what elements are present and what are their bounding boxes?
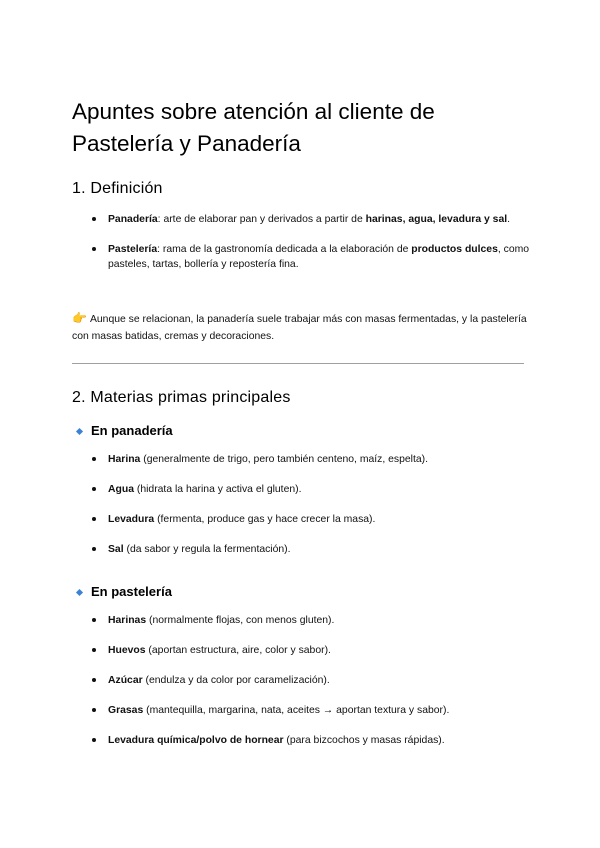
panaderia-list [90, 452, 530, 557]
list-item [90, 212, 530, 227]
term: Azúcar [108, 675, 143, 686]
subheading-panaderia [74, 422, 173, 440]
pasteleria-list [90, 613, 530, 748]
item-text: : arte de elaborar pan y derivados a partir de [157, 214, 366, 225]
term: Agua [108, 484, 134, 495]
term: Levadura química/polvo de hornear [108, 735, 284, 746]
list-item [90, 613, 530, 628]
item-text: (para bizcochos y masas rápidas). [283, 735, 445, 746]
list-item [90, 242, 530, 272]
item-text: (aportan estructura, aire, color y sabor). [145, 645, 331, 656]
item-text: (hidrata la harina y activa el gluten). [133, 484, 302, 495]
item-text: (normalmente flojas, con menos gluten). [146, 615, 335, 626]
item-text: (mantequilla, margarina, nata, aceites → aportan textura y sabor). [143, 705, 450, 716]
term-strong: productos dulces [411, 244, 498, 255]
item-text: (da sabor y regula la fermentación). [123, 544, 291, 555]
blue-diamond-icon [76, 427, 83, 434]
term-strong: harinas, agua, levadura y sal [365, 214, 508, 225]
item-text: (generalmente de trigo, pero también centeno, maíz, espelta). [140, 454, 428, 465]
list-item [90, 733, 530, 748]
term: Huevos [108, 645, 146, 656]
horizontal-divider [72, 363, 524, 364]
item-text: (endulza y da color por caramelización). [142, 675, 330, 686]
term: Harina [108, 454, 141, 465]
definition-list [90, 212, 530, 272]
list-item [90, 452, 530, 467]
item-text: (fermenta, produce gas y hace crecer la masa). [154, 514, 376, 525]
item-text: . [507, 214, 510, 225]
list-item [90, 542, 530, 557]
blue-diamond-icon [76, 588, 83, 595]
term: Pastelería [108, 244, 158, 255]
item-text: , como pasteles, tartas, bollería y repostería fina. [108, 244, 530, 270]
list-item [90, 673, 530, 688]
item-text: : rama de la gastronomía dedicada a la elaboración de [157, 244, 412, 255]
note-paragraph [72, 310, 528, 345]
list-item [90, 482, 530, 497]
term: Sal [108, 544, 124, 555]
pointing-hand-icon: 👉 [72, 311, 87, 325]
term: Levadura [108, 514, 155, 525]
term: Grasas [108, 705, 144, 716]
page-title: Apuntes sobre atención al cliente de Pastelería y Panadería [72, 99, 435, 156]
note-text: Aunque se relacionan, la panadería suele trabajar más con masas fermentadas, y la pastelería con masas batidas, cremas y decoraciones. [72, 314, 527, 342]
list-item [90, 512, 530, 527]
subheading-label: En panadería [91, 423, 173, 438]
section-heading-definicion: 1. Definición [72, 180, 163, 197]
list-item [90, 703, 530, 718]
list-item [90, 643, 530, 658]
term: Panadería [108, 214, 158, 225]
section-heading-materias: 2. Materias primas principales [72, 389, 291, 406]
subheading-pasteleria [74, 583, 172, 601]
subheading-label: En pastelería [91, 584, 172, 599]
term: Harinas [108, 615, 147, 626]
